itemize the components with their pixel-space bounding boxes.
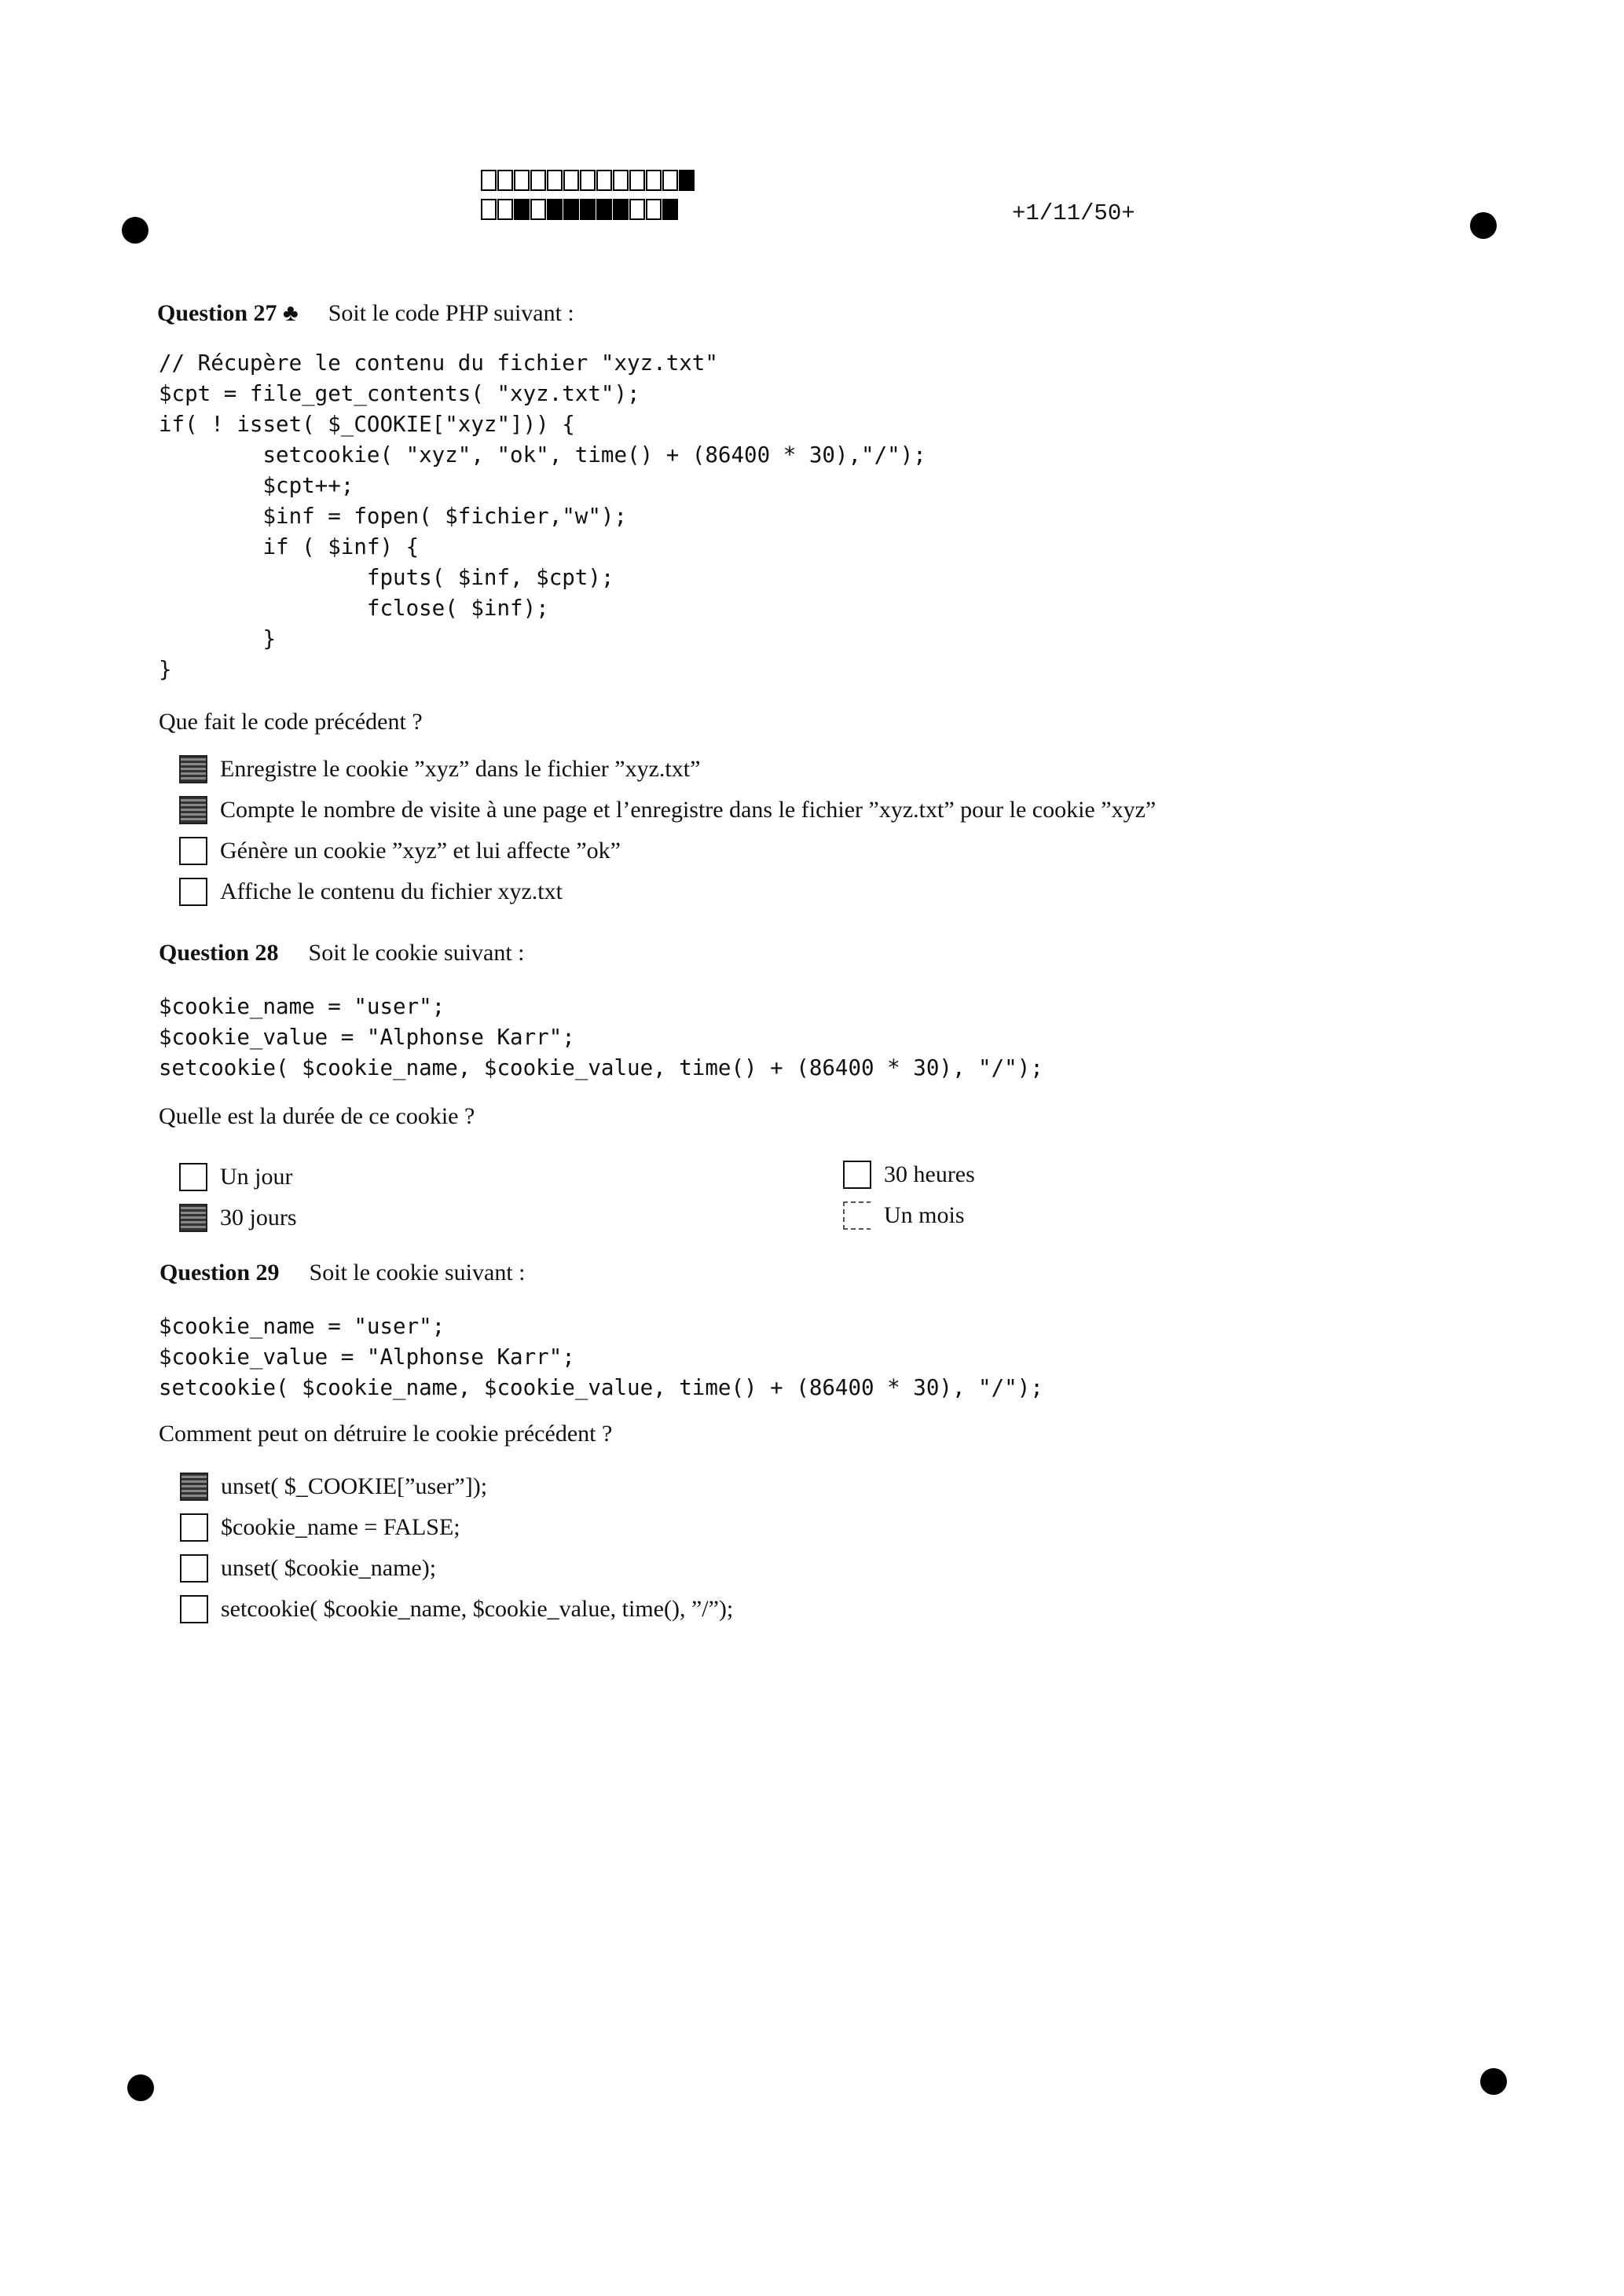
answer-label: Un jour [220,1164,293,1190]
checkbox[interactable] [179,796,207,824]
checkbox[interactable] [180,1473,208,1501]
barcode-cell [530,199,546,220]
registration-mark-bottom-right [1480,2068,1507,2095]
checkbox[interactable] [180,1513,208,1542]
question-29-prompt: Comment peut on détruire le cookie précédent ? [159,1421,613,1447]
question-28-code: $cookie_name = "user"; $cookie_value = "Alphonse Karr"; setcookie( $cookie_name, $cookie_value, time() + (86400 * 30), "/"); [159,994,1043,1080]
question-28-number: Question 28 [159,940,279,966]
barcode-cell [662,199,678,220]
registration-mark-bottom-left [127,2074,154,2101]
answer-label: Affiche le contenu du fichier xyz.txt [220,878,563,904]
q28-answer-30-jours[interactable] [179,1204,297,1232]
q29-answer-1[interactable] [180,1473,487,1501]
barcode-cell [481,199,497,220]
question-28-intro: Soit le cookie suivant : [308,940,525,966]
question-27-header [157,300,574,327]
checkbox[interactable] [180,1554,208,1583]
barcode-cell [580,170,596,191]
page-id: +1/11/50+ [1012,200,1135,226]
checkbox[interactable] [179,1204,207,1232]
q28-answer-un-mois[interactable] [843,1201,965,1230]
checkbox[interactable] [179,878,207,906]
barcode-top-row [481,170,695,191]
question-29-intro: Soit le cookie suivant : [309,1260,526,1286]
registration-mark-top-right [1470,212,1497,239]
checkbox[interactable] [843,1161,871,1189]
q29-answer-2[interactable] [180,1513,460,1542]
question-27-number: Question 27 ♣ [157,300,299,326]
registration-mark-top-left [122,217,148,244]
q27-answer-4[interactable] [179,878,563,906]
question-28-prompt: Quelle est la durée de ce cookie ? [159,1103,475,1129]
question-27-prompt: Que fait le code précédent ? [159,709,423,735]
barcode-cell [596,170,612,191]
barcode-cell [613,199,629,220]
question-29-number: Question 29 [159,1260,280,1286]
answer-label: Enregistre le cookie ”xyz” dans le fichier ”xyz.txt” [220,756,701,782]
barcode-cell [646,199,662,220]
barcode-cell [662,170,678,191]
barcode-cell [596,199,612,220]
barcode-cell [580,199,596,220]
answer-label: $cookie_name = FALSE; [221,1514,460,1540]
checkbox[interactable] [179,755,207,783]
barcode-cell [629,170,645,191]
q28-answer-un-jour[interactable] [179,1163,293,1191]
q27-answer-2[interactable] [179,796,1156,824]
answer-label: setcookie( $cookie_name, $cookie_value, time(), ”/”); [221,1596,734,1622]
question-29-code: $cookie_name = "user"; $cookie_value = "Alphonse Karr"; setcookie( $cookie_name, $cookie_value, time() + (86400 * 30), "/"); [159,1314,1043,1400]
checkbox[interactable] [180,1595,208,1623]
checkbox[interactable] [179,1163,207,1191]
barcode-cell [547,199,563,220]
barcode-cell [530,170,546,191]
question-29-header [159,1260,526,1286]
answer-label: 30 jours [220,1205,297,1231]
q27-answer-1[interactable] [179,755,700,783]
answer-label: Compte le nombre de visite à une page et l’enregistre dans le fichier ”xyz.txt” pour le cookie ”xyz” [220,797,1157,823]
q27-answer-3[interactable] [179,837,621,865]
barcode-cell [613,170,629,191]
barcode-cell [547,170,563,191]
answer-label: Génère un cookie ”xyz” et lui affecte ”ok” [220,838,621,864]
answer-label: 30 heures [884,1161,975,1187]
q28-answer-30-heures[interactable] [843,1161,975,1189]
barcode-cell [497,170,513,191]
barcode-cell [497,199,513,220]
barcode-cell [563,170,579,191]
question-27-intro: Soit le code PHP suivant : [328,300,574,326]
checkbox[interactable] [843,1201,871,1230]
answer-label: unset( $_COOKIE[”user”]); [221,1473,488,1499]
answer-label: Un mois [884,1202,965,1228]
q29-answer-3[interactable] [180,1554,436,1583]
barcode-cell [629,199,645,220]
barcode-cell [514,170,530,191]
question-27-code: // Récupère le contenu du fichier "xyz.txt" $cpt = file_get_contents( "xyz.txt"); if( ! isset( $_COOKIE["xyz"])) { setcookie( "xyz", "ok", time() + (86400 * 30),"/"); $cpt++; $inf = fopen( $fichier,"w"); if ( $inf) { fputs( $inf, $cpt); fclose( $inf); } } [159,350,926,682]
q29-answer-4[interactable] [180,1595,733,1623]
barcode-cell [646,170,662,191]
question-28-header [159,940,525,966]
answer-label: unset( $cookie_name); [221,1555,437,1581]
barcode-cell [514,199,530,220]
checkbox[interactable] [179,837,207,865]
barcode-cell [679,170,695,191]
barcode-cell [481,170,497,191]
barcode-cell [563,199,579,220]
barcode-bottom-row [481,199,679,220]
